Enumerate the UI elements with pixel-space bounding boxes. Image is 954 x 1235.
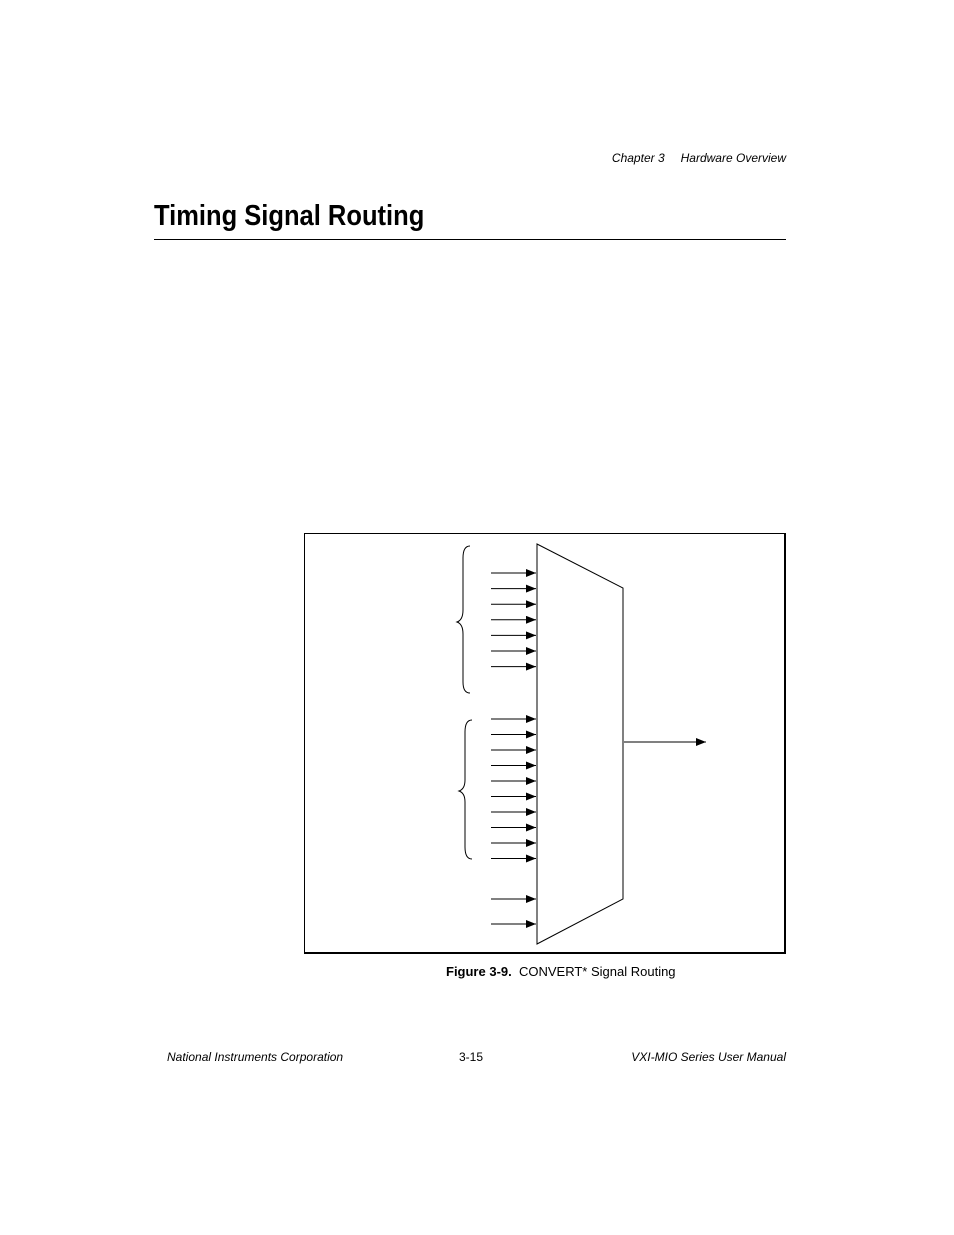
title-rule <box>154 239 786 240</box>
section-title: Timing Signal Routing <box>154 200 425 232</box>
multiplexer-block <box>537 544 623 944</box>
group1-brace <box>457 546 470 693</box>
figure-frame <box>304 533 786 954</box>
header-chapter: Chapter 3 <box>611 151 665 165</box>
input-arrows-extra <box>491 899 536 924</box>
header-section: Hardware Overview <box>680 151 786 165</box>
footer-manual-title: VXI-MIO Series User Manual <box>631 1050 786 1064</box>
signal-routing-diagram <box>305 534 784 952</box>
running-header <box>612 151 786 165</box>
input-arrows-group2 <box>491 719 536 859</box>
footer-page-number: 3-15 <box>459 1050 484 1064</box>
footer-company: National Instruments Corporation <box>167 1050 344 1064</box>
figure-caption-text: CONVERT* Signal Routing <box>518 964 676 979</box>
figure-label: Figure 3-9. <box>446 964 512 979</box>
group2-brace <box>459 720 472 859</box>
figure-caption <box>446 964 676 979</box>
input-arrows-group1 <box>491 573 536 667</box>
